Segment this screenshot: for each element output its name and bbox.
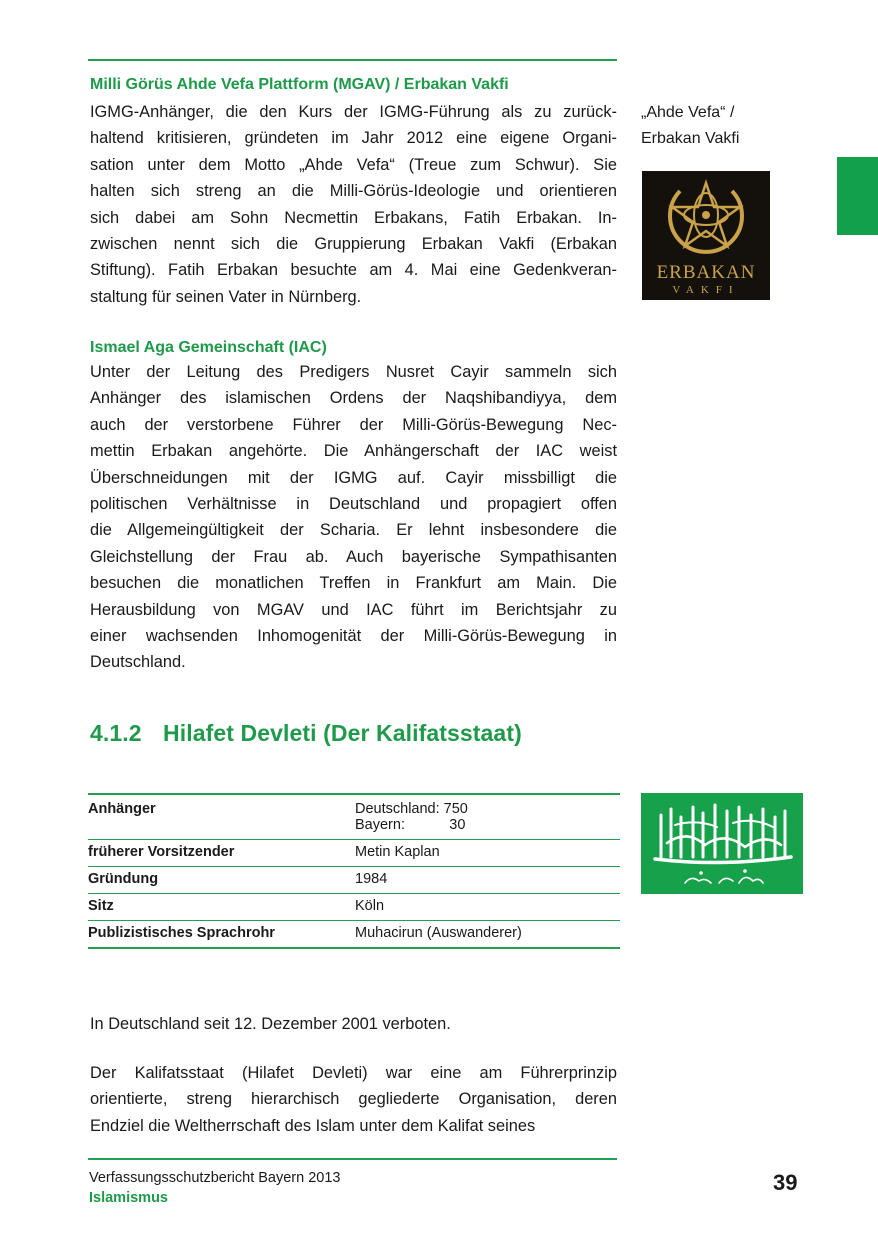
- fact-label: Anhänger: [88, 794, 355, 840]
- kalifat-text-line: orientierte, streng hierarchisch gegliederte Organisation, deren: [90, 1090, 617, 1109]
- fact-label: Sitz: [88, 894, 355, 921]
- erbakan-vakfi-logo: [642, 171, 770, 300]
- iac-text-line: Gleichstellung der Frau ab. Auch bayerische Sympathisanten: [90, 547, 617, 566]
- iac-text-line: politischen Verhältnisse in Deutschland und propagiert offen: [90, 495, 617, 514]
- mgav-paragraph: [90, 99, 617, 310]
- logo-word-erbakan: ERBAKAN: [656, 262, 756, 283]
- facts-table: [88, 793, 620, 949]
- fact-value-line: Köln: [355, 898, 385, 914]
- table-row: [88, 794, 620, 840]
- iac-text-line: auch der verstorbene Führer der Milli-Görüs-Bewegung Nec-: [90, 415, 617, 434]
- mgav-heading: Milli Görüs Ahde Vefa Plattform (MGAV) / Erbakan Vakfi: [90, 76, 509, 93]
- fact-label: Gründung: [88, 867, 355, 894]
- table-row: [88, 867, 620, 894]
- margin-note: [641, 100, 781, 152]
- mgav-text-line: Stiftung). Fatih Erbakan besuchte am 4. Mai eine Gedenkveran-: [90, 261, 617, 280]
- star-crescent-emblem-icon: [642, 171, 770, 261]
- kalifat-paragraph: [90, 1060, 617, 1139]
- shahada-calligraphy-icon: [641, 793, 803, 894]
- iac-text-line: Unter der Leitung des Predigers Nusret Cayir sammeln sich: [90, 363, 617, 381]
- iac-text-line: Deutschland.: [90, 653, 186, 672]
- fact-value: [355, 840, 620, 867]
- mgav-text-line: haltend kritisieren, gründeten im Jahr 2012 eine eigene Organi-: [90, 129, 617, 148]
- footer-report-title: Verfassungsschutzbericht Bayern 2013: [89, 1170, 341, 1186]
- page-number: 39: [773, 1170, 798, 1195]
- mgav-text-line: IGMG-Anhänger, die den Kurs der IGMG-Führung als zu zurück-: [90, 103, 617, 121]
- logo-word-vakfi: VAKFI: [672, 284, 740, 296]
- iac-text-line: Herausbildung von MGAV und IAC führt im Berichtsjahr zu: [90, 600, 617, 619]
- fact-value-line: Muhacirun (Auswanderer): [355, 925, 522, 941]
- ban-paragraph: In Deutschland seit 12. Dezember 2001 verboten.: [90, 1015, 451, 1033]
- mgav-text-line: zwischen nennt sich die Gruppierung Erbakan Vakfi (Erbakan: [90, 235, 617, 254]
- table-row: [88, 840, 620, 867]
- iac-heading: Ismael Aga Gemeinschaft (IAC): [90, 339, 327, 356]
- table-row: [88, 921, 620, 949]
- iac-text-line: einer wachsenden Inhomogenität der Milli-Görüs-Bewegung in: [90, 627, 617, 646]
- chapter-tab: [837, 157, 878, 235]
- fact-label: früherer Vorsitzender: [88, 840, 355, 867]
- footer-chapter: Islamismus: [89, 1190, 168, 1206]
- mgav-text-line: sich dabei am Sohn Necmettin Erbakans, Fatih Erbakan. In-: [90, 208, 617, 227]
- fact-value: [355, 794, 620, 840]
- mgav-text-line: sation unter dem Motto „Ahde Vefa“ (Treue zum Schwur). Sie: [90, 155, 617, 174]
- iac-text-line: Anhänger des islamischen Ordens der Naqshibandiyya, dem: [90, 389, 617, 408]
- section-title-text: Hilafet Devleti (Der Kalifatsstaat): [163, 720, 522, 746]
- table-row: [88, 894, 620, 921]
- fact-value-line: Bayern: 30: [355, 817, 466, 833]
- section-title: [90, 720, 630, 747]
- fact-value-line: Deutschland: 750: [355, 801, 468, 817]
- mgav-text-line: staltung für seinen Vater in Nürnberg.: [90, 287, 362, 306]
- fact-value-line: Metin Kaplan: [355, 844, 440, 860]
- fact-label: Publizistisches Sprachrohr: [88, 921, 355, 949]
- iac-text-line: Überschneidungen mit der IGMG auf. Cayir missbilligt die: [90, 468, 617, 487]
- margin-note-line1: „Ahde Vefa“ /: [641, 104, 735, 121]
- fact-value: [355, 867, 620, 894]
- kalifatsstaat-flag: [641, 793, 803, 894]
- iac-text-line: die Allgemeingültigkeit der Scharia. Er lehnt insbesondere die: [90, 521, 617, 540]
- mgav-text-line: halten sich streng an die Milli-Görüs-Ideologie und orientieren: [90, 182, 617, 201]
- iac-text-line: besuchen die monatlichen Treffen in Frankfurt am Main. Die: [90, 574, 617, 593]
- iac-paragraph: [90, 359, 617, 676]
- top-rule: [88, 59, 617, 61]
- footer-rule: [88, 1158, 617, 1160]
- section-number: 4.1.2: [90, 720, 142, 746]
- margin-note-line2: Erbakan Vakfi: [641, 130, 740, 147]
- fact-value-line: 1984: [355, 871, 388, 887]
- kalifat-text-line: Der Kalifatsstaat (Hilafet Devleti) war eine am Führerprinzip: [90, 1064, 617, 1082]
- fact-value: [355, 894, 620, 921]
- iac-text-line: mettin Erbakan angehörte. Die Anhängerschaft der IAC weist: [90, 442, 617, 461]
- kalifat-text-line: Endziel die Weltherrschaft des Islam unter dem Kalifat seines: [90, 1116, 536, 1135]
- fact-value: [355, 921, 620, 949]
